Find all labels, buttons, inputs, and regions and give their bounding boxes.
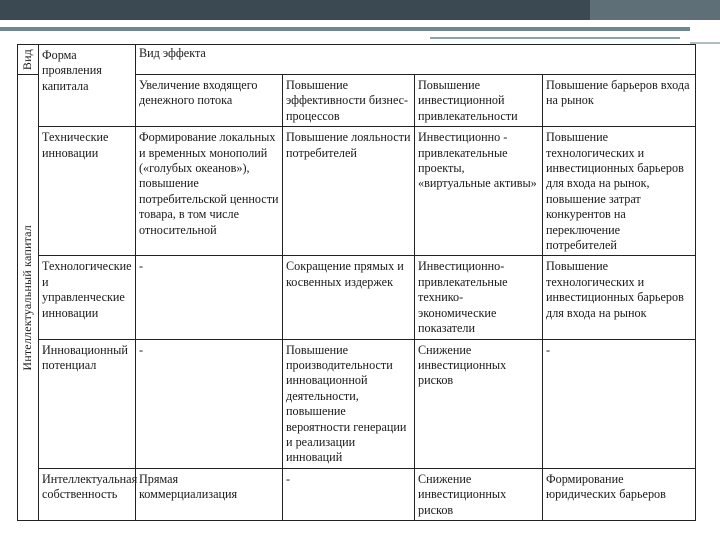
row-form: Технические инновации: [39, 127, 136, 256]
table-cell: -: [136, 256, 283, 339]
column-header: Повышение инвестиционной привлекательности: [415, 75, 543, 127]
table-cell: Повышение лояльности потребителей: [283, 127, 415, 256]
table-cell: -: [136, 339, 283, 468]
table-cell: -: [543, 339, 696, 468]
table-row: [18, 468, 696, 520]
table-cell: Формирование локальных и временных монополий («голубых океанов»), повышение потребительской ценности товара, в том числе относительной: [136, 127, 283, 256]
table-cell: Инвестиционно - привлекательные проекты, «виртуальные активы»: [415, 127, 543, 256]
table-header-row: [18, 45, 696, 75]
decorative-rule-short: [430, 37, 680, 39]
table-cell: Инвестиционно-привлекательные технико-экономические показатели: [415, 256, 543, 339]
decorative-rule: [0, 27, 690, 31]
side-header: Вид: [20, 48, 35, 71]
slide-top-bar: [0, 0, 720, 20]
table-cell: -: [283, 468, 415, 520]
table-cell: Снижение инвестиционных рисков: [415, 339, 543, 468]
slide-top-bar-accent: [590, 0, 720, 20]
table-cell: Прямая коммерциализация: [136, 468, 283, 520]
form-header: Форма проявления капитала: [39, 45, 136, 127]
column-header: Повышение эффективности бизнес-процессов: [283, 75, 415, 127]
table-row: [18, 256, 696, 339]
row-form: Технологические и управленческие инновации: [39, 256, 136, 339]
table-cell: Формирование юридических барьеров: [543, 468, 696, 520]
table-row: [18, 127, 696, 256]
column-header: Повышение барьеров входа на рынок: [543, 75, 696, 127]
side-header-cell: [18, 45, 39, 75]
table-cell: Повышение производительности инновационной деятельности, повышение вероятности генерации и реализации инноваций: [283, 339, 415, 468]
column-header: Увеличение входящего денежного потока: [136, 75, 283, 127]
side-label-cell: [18, 75, 39, 521]
row-form: Инновационный потенциал: [39, 339, 136, 468]
table-cell: Снижение инвестиционных рисков: [415, 468, 543, 520]
table-cell: Повышение технологических и инвестиционных барьеров для входа на рынок, повышение затрат конкурентов на переключение потребителей: [543, 127, 696, 256]
side-label: Интеллектуальный капитал: [20, 224, 35, 371]
effect-header: Вид эффекта: [136, 45, 696, 75]
effects-table: [17, 44, 696, 521]
table-cell: Сокращение прямых и косвенных издержек: [283, 256, 415, 339]
table-row: [18, 339, 696, 468]
row-form: Интеллектуальная собственность: [39, 468, 136, 520]
table-cell: Повышение технологических и инвестиционных барьеров для входа на рынок: [543, 256, 696, 339]
